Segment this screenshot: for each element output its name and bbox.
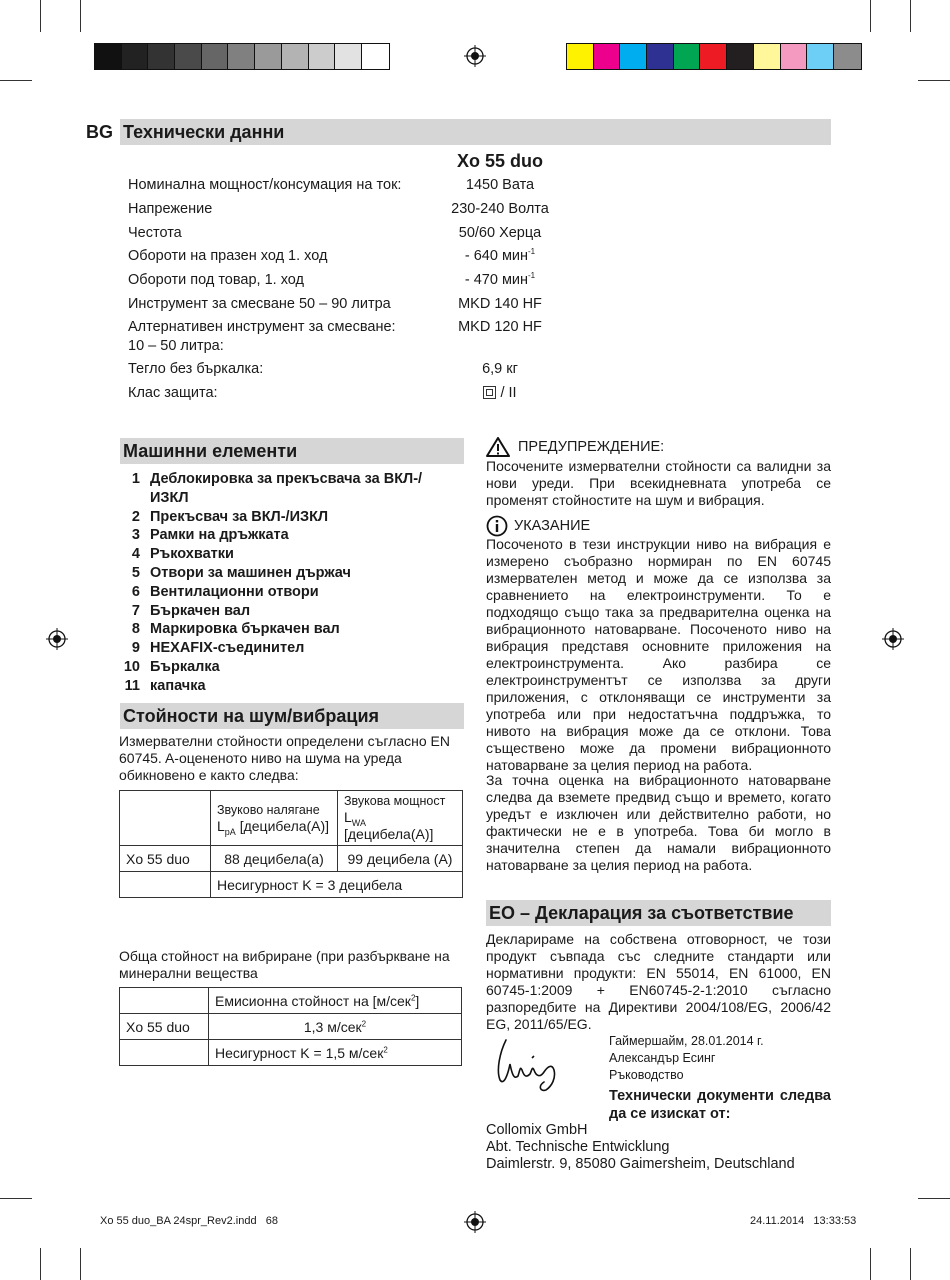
spec-label: Напрежение xyxy=(128,201,213,217)
part-label: Ръкохватки xyxy=(150,546,234,563)
note-text-2: За точна оценка на вибрационното натоварване следва да вземете предвид също и времето, когато уредът е изключен или действително работи, но фактически не е в употреба. Това би могло в значителна степен да намали вибрационното натоварване за целия период на работа. xyxy=(486,772,831,873)
list-item xyxy=(120,677,460,696)
list-item xyxy=(120,508,460,527)
emission-value: 1,3 м/сек$^2$ xyxy=(209,1014,462,1040)
part-label: HEXAFIX-съединител xyxy=(150,640,305,657)
color-swatch xyxy=(95,44,122,69)
list-item xyxy=(120,620,460,639)
color-swatch xyxy=(148,44,175,69)
registration-mark-icon xyxy=(464,1211,486,1233)
spec-value: MKD 140 HF xyxy=(458,296,542,312)
part-number: 9 xyxy=(131,640,140,657)
crop-mark xyxy=(918,1198,950,1199)
color-swatch xyxy=(567,44,594,69)
part-label: Вентилационни отвори xyxy=(150,583,319,600)
color-swatch xyxy=(255,44,282,69)
spec-label: Номинална мощност/консумация на ток: xyxy=(128,177,402,193)
technical-docs-note: Технически документи следва да се изискат от: xyxy=(609,1088,831,1122)
sound-power-header: Звукова мощност $L_{WA}$ [децибела(A)] xyxy=(338,791,463,846)
color-swatch xyxy=(309,44,336,69)
part-number: 5 xyxy=(131,564,140,581)
list-item xyxy=(120,639,460,658)
process-color-bar xyxy=(566,43,862,70)
vibration-intro: Обща стойност на вибриране (при разбъркване на минерални вещества xyxy=(119,948,450,981)
color-swatch xyxy=(674,44,701,69)
spec-value: / II xyxy=(437,384,563,403)
spec-label: Алтернативен инструмент за смесване: 10 – 50 литра: xyxy=(128,319,396,354)
noise-row-label: Xo 55 duo xyxy=(120,846,211,872)
declaration-signer-role: Ръководство xyxy=(609,1068,684,1082)
color-swatch xyxy=(122,44,149,69)
part-number: 4 xyxy=(131,546,140,563)
color-swatch xyxy=(700,44,727,69)
list-item xyxy=(120,583,460,602)
footer-file: Xo 55 duo_BA 24spr_Rev2.indd 68 xyxy=(100,1215,278,1227)
part-number: 7 xyxy=(131,602,140,619)
color-swatch xyxy=(754,44,781,69)
part-label: Бъркачен вал xyxy=(150,602,251,619)
declaration-signer-name: Александър Есинг xyxy=(609,1051,716,1065)
registration-mark-icon xyxy=(46,628,68,650)
list-item xyxy=(120,526,460,545)
part-label: капачка xyxy=(150,677,206,694)
crop-mark xyxy=(870,1248,871,1280)
empty-cell xyxy=(120,988,209,1014)
vibration-row-label: Xo 55 duo xyxy=(120,1014,209,1040)
spec-label: Обороти под товар, 1. ход xyxy=(128,272,304,288)
crop-mark xyxy=(40,1248,41,1280)
crop-mark xyxy=(40,0,41,32)
warning-text: Посочените измервателни стойности са валидни за нови уреди. При всекидневната употреба се променят стойностите на шум и вибрация. xyxy=(486,458,831,508)
emission-header: Емисионна стойност на [м/сек$^2$] xyxy=(209,988,462,1014)
crop-mark xyxy=(0,1198,32,1199)
page-title: Технически данни xyxy=(120,119,831,145)
noise-uncertainty: Несигурност K = 3 децибела xyxy=(211,872,463,898)
info-icon xyxy=(486,515,508,537)
crop-mark xyxy=(910,1248,911,1280)
noise-vibration-heading: Стойности на шум/вибрация xyxy=(120,703,464,729)
part-number: 6 xyxy=(131,583,140,600)
declaration-text: Декларираме на собствена отговорност, че този продукт съвпада със следните стандарти или нормативни продукти: EN 55014, EN 61000, EN 60745-1:2009 + EN60745-2-1:2010 съгласно разпоредбите на Директиви 2004/108/EG, 2006/42 EG, 2011/65/EG. xyxy=(486,931,831,1032)
footer-page: 68 xyxy=(265,1215,278,1227)
grayscale-color-bar xyxy=(94,43,390,70)
color-swatch xyxy=(202,44,229,69)
sound-pressure-value: 88 децибела(a) xyxy=(211,846,338,872)
color-swatch xyxy=(647,44,674,69)
machine-elements-heading: Машинни елементи xyxy=(120,438,464,464)
color-swatch xyxy=(620,44,647,69)
spec-value: - 470 мин$^{-1}$ xyxy=(464,271,536,288)
spec-value: 230-240 Волта xyxy=(451,201,549,217)
color-swatch xyxy=(807,44,834,69)
color-swatch xyxy=(834,44,861,69)
warning-heading xyxy=(486,437,664,457)
parts-list xyxy=(120,470,460,696)
spec-label: Честота xyxy=(128,225,182,241)
registration-mark-icon xyxy=(464,45,486,67)
list-item xyxy=(120,545,460,564)
color-swatch xyxy=(781,44,808,69)
empty-cell xyxy=(120,791,211,846)
sound-pressure-header: Звуково налягане $L_{pA}$ [децибела(A)] xyxy=(211,791,338,846)
crop-mark xyxy=(0,80,32,81)
list-item xyxy=(120,564,460,583)
color-swatch xyxy=(727,44,754,69)
part-number: 2 xyxy=(131,508,140,525)
part-number: 11 xyxy=(124,677,140,694)
registration-mark-icon xyxy=(882,628,904,650)
empty-cell xyxy=(120,872,211,898)
warning-triangle-icon xyxy=(486,437,510,457)
crop-mark xyxy=(80,0,81,32)
spec-value: - 640 мин$^{-1}$ xyxy=(464,247,536,264)
crop-mark xyxy=(910,0,911,32)
language-tag: BG xyxy=(86,122,113,142)
spec-label: Тегло без бъркалка: xyxy=(128,361,264,377)
part-label: Деблокировка за прекъсвача за ВКЛ-/ ИЗКЛ xyxy=(150,471,423,506)
part-label: Маркировка бъркачен вал xyxy=(150,621,340,638)
part-number: 1 xyxy=(131,471,140,487)
color-swatch xyxy=(175,44,202,69)
part-number: 8 xyxy=(131,621,140,638)
declaration-place-date: Гаймершайм, 28.01.2014 г. xyxy=(609,1034,764,1048)
part-label: Рамки на дръжката xyxy=(150,527,289,544)
list-item xyxy=(120,602,460,621)
sound-power-value: 99 децибела (A) xyxy=(338,846,463,872)
noise-table xyxy=(119,790,463,898)
vibration-table xyxy=(119,987,462,1066)
footer-timestamp: 24.11.2014 13:33:53 xyxy=(750,1215,857,1227)
spec-value: MKD 120 HF xyxy=(458,319,542,335)
note-heading xyxy=(486,515,590,537)
color-swatch xyxy=(362,44,389,69)
color-swatch xyxy=(228,44,255,69)
vibration-uncertainty: Несигурност K = 1,5 м/сек$^2$ xyxy=(209,1040,462,1066)
crop-mark xyxy=(918,80,950,81)
protection-class-ii-icon xyxy=(483,386,496,399)
spec-value: 50/60 Херца xyxy=(458,225,542,241)
empty-cell xyxy=(120,1040,209,1066)
signature xyxy=(492,1036,572,1096)
company-address: Daimlerstr. 9, 85080 Gaimersheim, Deutschland xyxy=(486,1156,795,1172)
color-swatch xyxy=(594,44,621,69)
spec-value: 1450 Вата xyxy=(465,177,535,193)
declaration-heading: ЕО – Декларация за съответствие xyxy=(486,900,831,926)
part-label: Бъркалка xyxy=(150,658,220,675)
spec-label: Обороти на празен ход 1. ход xyxy=(128,248,328,264)
warning-title: ПРЕДУПРЕЖДЕНИЕ: xyxy=(518,439,665,455)
color-swatch xyxy=(335,44,362,69)
company-name: Collomix GmbH xyxy=(486,1122,588,1138)
list-item xyxy=(120,470,460,508)
note-text: Посоченото в тези инструкции ниво на вибрация е измерено съобразно нормиран по EN 60745 измервателен метод и може да се използва за сравнението на електроинструменти. То е подходящо също така за предварителна оценка на вибрационното натоварване. Посоченото ниво на вибрация представя основните приложения на електроинструмента. Ако разбира се електроинструментът се използва за други приложения, с отклоняващи се инструменти за употреба или при недостатъчна поддръжка, то нивото на вибрация може да се отклони. Това съществено може да промени вибрационното натоварване за целия период на работа. xyxy=(486,536,831,773)
color-swatch xyxy=(282,44,309,69)
spec-value: 6,9 кг xyxy=(482,361,518,377)
part-label: Прекъсвач за ВКЛ-/ИЗКЛ xyxy=(150,508,329,525)
part-number: 3 xyxy=(131,527,140,544)
list-item xyxy=(120,658,460,677)
crop-mark xyxy=(80,1248,81,1280)
noise-intro: Измервателни стойности определени съгласно EN 60745. A-оцененото ниво на шума на уреда обикновено е както следва: xyxy=(119,733,451,783)
part-number: 10 xyxy=(123,658,140,675)
spec-label: Клас защита: xyxy=(128,385,218,401)
model-name: Xo 55 duo xyxy=(456,151,543,171)
crop-mark xyxy=(870,0,871,32)
spec-label: Инструмент за смесване 50 – 90 литра xyxy=(128,296,391,312)
company-department: Abt. Technische Entwicklung xyxy=(486,1139,670,1155)
part-label: Отвори за машинен държач xyxy=(150,564,351,581)
note-title: УКАЗАНИЕ xyxy=(514,518,591,534)
